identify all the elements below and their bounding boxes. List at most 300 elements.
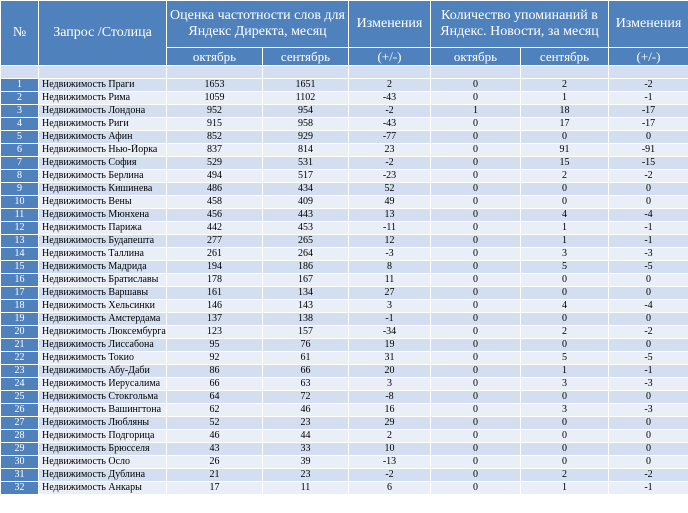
direct-october: 146 [167,300,263,313]
row-number: 6 [1,144,39,157]
direct-september: 72 [263,391,349,404]
row-number: 23 [1,365,39,378]
table-row [1,144,688,157]
query-name: Недвижимость Любляны [39,417,167,430]
direct-change: -2 [349,105,431,118]
news-september: 2 [521,170,609,183]
subheader-september-news: сентябрь [521,48,609,66]
direct-september: 453 [263,222,349,235]
direct-october: 486 [167,183,263,196]
news-october: 0 [431,170,521,183]
subheader-october-direct: октябрь [167,48,263,66]
direct-change: -2 [349,469,431,482]
table-row [1,105,688,118]
news-change: -2 [609,469,688,482]
direct-september: 167 [263,274,349,287]
direct-change: 12 [349,235,431,248]
news-october: 0 [431,456,521,469]
direct-october: 64 [167,391,263,404]
news-october: 0 [431,248,521,261]
news-change: 0 [609,313,688,326]
news-october: 0 [431,157,521,170]
news-change: -4 [609,300,688,313]
news-september: 2 [521,79,609,92]
direct-september: 61 [263,352,349,365]
subheader-plusminus-direct: (+/-) [349,48,431,66]
news-change: -1 [609,365,688,378]
header-yandex-direct: Оценка частотности слов для Яндекс Директа, месяц [167,1,349,48]
direct-september: 63 [263,378,349,391]
table-row [1,469,688,482]
news-change: 0 [609,196,688,209]
table-row [1,92,688,105]
query-name: Недвижимость Иерусалима [39,378,167,391]
query-name: Недвижимость Берлина [39,170,167,183]
news-september: 0 [521,313,609,326]
query-name: Недвижимость Кишинева [39,183,167,196]
news-september: 1 [521,222,609,235]
news-october: 0 [431,417,521,430]
query-name: Недвижимость Братиславы [39,274,167,287]
direct-september: 443 [263,209,349,222]
news-change: -4 [609,209,688,222]
row-number: 22 [1,352,39,365]
query-name: Недвижимость Осло [39,456,167,469]
direct-october: 458 [167,196,263,209]
news-change: 0 [609,456,688,469]
direct-september: 33 [263,443,349,456]
query-name: Недвижимость Анкары [39,482,167,495]
table-row [1,196,688,209]
row-number: 16 [1,274,39,287]
direct-october: 456 [167,209,263,222]
news-change: -91 [609,144,688,157]
news-september: 0 [521,391,609,404]
table-row [1,339,688,352]
news-change: -5 [609,352,688,365]
table-row [1,235,688,248]
direct-september: 929 [263,131,349,144]
news-september: 3 [521,404,609,417]
direct-change: 8 [349,261,431,274]
direct-september: 265 [263,235,349,248]
table-row [1,313,688,326]
table-row [1,118,688,131]
direct-september: 23 [263,469,349,482]
direct-change: 11 [349,274,431,287]
row-number: 5 [1,131,39,144]
direct-change: 3 [349,378,431,391]
table-row [1,79,688,92]
direct-change: -8 [349,391,431,404]
subheader-october-news: октябрь [431,48,521,66]
direct-change: 2 [349,79,431,92]
query-name: Недвижимость Брюсселя [39,443,167,456]
table-row [1,430,688,443]
news-october: 0 [431,131,521,144]
spacer-row [1,66,688,79]
direct-october: 21 [167,469,263,482]
news-september: 0 [521,287,609,300]
news-october: 0 [431,352,521,365]
news-october: 0 [431,313,521,326]
direct-september: 954 [263,105,349,118]
news-october: 0 [431,300,521,313]
direct-september: 434 [263,183,349,196]
direct-october: 46 [167,430,263,443]
header-query: Запрос /Столица [39,1,167,66]
direct-september: 39 [263,456,349,469]
table-row [1,326,688,339]
direct-october: 494 [167,170,263,183]
header-change-direct: Изменения [349,1,431,48]
direct-october: 92 [167,352,263,365]
direct-change: 23 [349,144,431,157]
news-change: 0 [609,430,688,443]
news-september: 0 [521,456,609,469]
direct-change: -3 [349,248,431,261]
direct-september: 409 [263,196,349,209]
row-number: 2 [1,92,39,105]
news-october: 0 [431,183,521,196]
query-name: Недвижимость Вашингтона [39,404,167,417]
query-name: Недвижимость Дублина [39,469,167,482]
row-number: 19 [1,313,39,326]
direct-change: -23 [349,170,431,183]
table-row [1,131,688,144]
direct-change: -77 [349,131,431,144]
direct-october: 529 [167,157,263,170]
direct-september: 134 [263,287,349,300]
news-october: 0 [431,92,521,105]
direct-october: 442 [167,222,263,235]
query-name: Недвижимость Амстердама [39,313,167,326]
news-october: 0 [431,443,521,456]
direct-september: 138 [263,313,349,326]
row-number: 14 [1,248,39,261]
table-row [1,404,688,417]
table-row [1,300,688,313]
row-number: 18 [1,300,39,313]
query-name: Недвижимость Варшавы [39,287,167,300]
news-change: -2 [609,170,688,183]
news-october: 0 [431,365,521,378]
news-october: 0 [431,339,521,352]
news-october: 0 [431,287,521,300]
news-september: 1 [521,482,609,495]
table-row [1,183,688,196]
direct-october: 915 [167,118,263,131]
row-number: 11 [1,209,39,222]
direct-september: 186 [263,261,349,274]
news-october: 0 [431,404,521,417]
direct-september: 814 [263,144,349,157]
query-name: Недвижимость Хельсинки [39,300,167,313]
direct-change: 10 [349,443,431,456]
news-change: -15 [609,157,688,170]
table-body [1,79,688,495]
news-change: 0 [609,391,688,404]
news-september: 91 [521,144,609,157]
query-name: Недвижимость Нью-Йорка [39,144,167,157]
header-change-news: Изменения [609,1,688,48]
direct-september: 76 [263,339,349,352]
query-name: Недвижимость Рима [39,92,167,105]
query-name: Недвижимость Лиссабона [39,339,167,352]
row-number: 7 [1,157,39,170]
query-name: Недвижимость Афин [39,131,167,144]
direct-change: 6 [349,482,431,495]
direct-october: 95 [167,339,263,352]
direct-october: 1059 [167,92,263,105]
news-october: 0 [431,144,521,157]
row-number: 4 [1,118,39,131]
direct-october: 952 [167,105,263,118]
news-change: -3 [609,248,688,261]
row-number: 12 [1,222,39,235]
direct-september: 517 [263,170,349,183]
direct-change: -13 [349,456,431,469]
query-name: Недвижимость Лондона [39,105,167,118]
direct-change: 29 [349,417,431,430]
news-change: -17 [609,118,688,131]
table-row [1,157,688,170]
direct-september: 264 [263,248,349,261]
direct-october: 66 [167,378,263,391]
news-change: -5 [609,261,688,274]
news-october: 0 [431,391,521,404]
direct-change: 20 [349,365,431,378]
news-october: 0 [431,469,521,482]
direct-september: 11 [263,482,349,495]
news-change: -2 [609,326,688,339]
news-change: 0 [609,443,688,456]
direct-october: 837 [167,144,263,157]
direct-change: 31 [349,352,431,365]
direct-september: 143 [263,300,349,313]
direct-october: 852 [167,131,263,144]
query-name: Недвижимость Люксембурга [39,326,167,339]
news-september: 0 [521,417,609,430]
query-name: Недвижимость Праги [39,79,167,92]
direct-september: 46 [263,404,349,417]
news-change: 0 [609,131,688,144]
query-name: Недвижимость Абу-Даби [39,365,167,378]
query-name: Недвижимость Мюнхена [39,209,167,222]
query-name: Недвижимость Вены [39,196,167,209]
news-september: 5 [521,352,609,365]
row-number: 25 [1,391,39,404]
direct-october: 43 [167,443,263,456]
table-row [1,378,688,391]
row-number: 1 [1,79,39,92]
direct-october: 123 [167,326,263,339]
direct-change: -11 [349,222,431,235]
direct-october: 178 [167,274,263,287]
direct-october: 137 [167,313,263,326]
table-row [1,417,688,430]
news-change: 0 [609,274,688,287]
table-row [1,443,688,456]
news-change: -1 [609,235,688,248]
news-october: 1 [431,105,521,118]
direct-october: 62 [167,404,263,417]
query-name: Недвижимость Токио [39,352,167,365]
news-september: 0 [521,430,609,443]
news-october: 0 [431,378,521,391]
news-october: 0 [431,196,521,209]
query-name: Недвижимость Подгорица [39,430,167,443]
news-september: 3 [521,248,609,261]
news-change: 0 [609,183,688,196]
news-september: 2 [521,326,609,339]
news-october: 0 [431,235,521,248]
news-change: -3 [609,378,688,391]
direct-change: 19 [349,339,431,352]
row-number: 28 [1,430,39,443]
direct-september: 958 [263,118,349,131]
table-row [1,352,688,365]
news-change: -3 [609,404,688,417]
table-row [1,222,688,235]
news-october: 0 [431,482,521,495]
table-row [1,287,688,300]
direct-october: 17 [167,482,263,495]
direct-september: 531 [263,157,349,170]
subheader-september-direct: сентябрь [263,48,349,66]
news-october: 0 [431,430,521,443]
news-september: 1 [521,235,609,248]
row-number: 9 [1,183,39,196]
query-name: Недвижимость Стокгольма [39,391,167,404]
table-row [1,261,688,274]
row-number: 10 [1,196,39,209]
subheader-plusminus-news: (+/-) [609,48,688,66]
direct-change: -34 [349,326,431,339]
direct-change: -43 [349,92,431,105]
direct-october: 26 [167,456,263,469]
news-september: 1 [521,365,609,378]
news-september: 17 [521,118,609,131]
direct-change: 27 [349,287,431,300]
direct-october: 261 [167,248,263,261]
row-number: 24 [1,378,39,391]
query-name: Недвижимость Будапешта [39,235,167,248]
news-october: 0 [431,261,521,274]
news-change: -1 [609,482,688,495]
news-october: 0 [431,326,521,339]
row-number: 27 [1,417,39,430]
direct-change: 52 [349,183,431,196]
direct-october: 161 [167,287,263,300]
row-number: 17 [1,287,39,300]
news-october: 0 [431,222,521,235]
news-september: 3 [521,378,609,391]
direct-september: 157 [263,326,349,339]
direct-change: 3 [349,300,431,313]
news-october: 0 [431,79,521,92]
news-september: 5 [521,261,609,274]
direct-change: 49 [349,196,431,209]
direct-change: -1 [349,313,431,326]
direct-october: 86 [167,365,263,378]
table-row [1,170,688,183]
news-september: 0 [521,274,609,287]
news-change: -1 [609,92,688,105]
direct-october: 1653 [167,79,263,92]
direct-change: 2 [349,430,431,443]
news-september: 2 [521,469,609,482]
table-row [1,274,688,287]
row-number: 13 [1,235,39,248]
row-number: 20 [1,326,39,339]
row-number: 21 [1,339,39,352]
news-september: 0 [521,443,609,456]
table-header [1,1,688,66]
direct-september: 1102 [263,92,349,105]
query-name: Недвижимость Парижа [39,222,167,235]
news-change: 0 [609,417,688,430]
table-row [1,456,688,469]
news-september: 4 [521,209,609,222]
news-september: 15 [521,157,609,170]
news-september: 4 [521,300,609,313]
row-number: 3 [1,105,39,118]
table-row [1,482,688,495]
direct-change: 13 [349,209,431,222]
news-october: 0 [431,209,521,222]
direct-september: 1651 [263,79,349,92]
query-name: Недвижимость Риги [39,118,167,131]
news-october: 0 [431,118,521,131]
query-name: Недвижимость Мадрида [39,261,167,274]
table-row [1,209,688,222]
row-number: 31 [1,469,39,482]
news-september: 0 [521,131,609,144]
direct-october: 194 [167,261,263,274]
direct-september: 44 [263,430,349,443]
header-yandex-news: Количество упоминаний в Яндекс. Новости, за месяц [431,1,609,48]
row-number: 26 [1,404,39,417]
news-september: 18 [521,105,609,118]
row-number: 8 [1,170,39,183]
row-number: 32 [1,482,39,495]
direct-october: 277 [167,235,263,248]
query-name: Недвижимость София [39,157,167,170]
news-september: 0 [521,183,609,196]
news-change: -2 [609,79,688,92]
news-change: -1 [609,222,688,235]
direct-october: 52 [167,417,263,430]
news-change: -17 [609,105,688,118]
news-september: 1 [521,92,609,105]
news-change: 0 [609,287,688,300]
direct-change: -2 [349,157,431,170]
direct-change: 16 [349,404,431,417]
news-october: 0 [431,274,521,287]
direct-change: -43 [349,118,431,131]
news-change: 0 [609,339,688,352]
news-september: 0 [521,339,609,352]
row-number: 29 [1,443,39,456]
table-row [1,365,688,378]
direct-september: 66 [263,365,349,378]
header-number: № [1,1,39,66]
table-row [1,391,688,404]
row-number: 15 [1,261,39,274]
query-name: Недвижимость Таллина [39,248,167,261]
row-number: 30 [1,456,39,469]
